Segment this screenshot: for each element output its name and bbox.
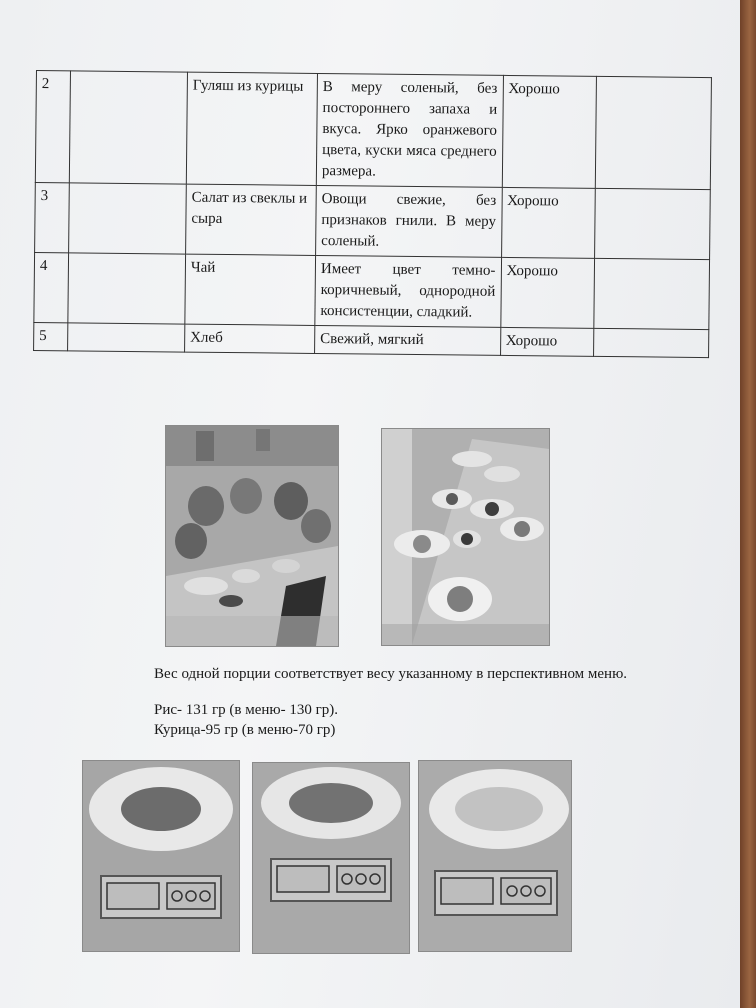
- desk-edge: [740, 0, 756, 1008]
- dish-description: Имеет цвет темно-коричневый, однородной консистенции, сладкий.: [315, 255, 501, 327]
- photo-scale-portion-1: [82, 760, 240, 952]
- empty-cell: [595, 188, 710, 259]
- portion-weight-paragraph: Вес одной порции соответствует весу указанному в перспективном меню.: [154, 666, 628, 682]
- dish-grade: Хорошо: [502, 75, 597, 188]
- table-row: [35, 71, 711, 190]
- empty-cell: [594, 328, 709, 357]
- table-row: [34, 252, 710, 329]
- table-row: [35, 182, 711, 259]
- dish-grade: Хорошо: [500, 257, 594, 328]
- row-number: 2: [35, 71, 70, 183]
- row-number: 4: [34, 252, 69, 322]
- photo-scale-portion-3: [418, 760, 572, 952]
- chicken-weight-line: Курица-95 гр (в меню-70 гр): [154, 722, 336, 738]
- dish-description: Овощи свежие, без признаков гнили. В меру соленый.: [316, 185, 502, 257]
- row-number: 5: [34, 322, 69, 350]
- empty-cell: [596, 76, 712, 189]
- table-row: [34, 322, 709, 357]
- menu-evaluation-table: [33, 70, 712, 358]
- row-number: 3: [35, 182, 70, 252]
- empty-cell: [68, 253, 185, 324]
- photo-scale-portion-2: [252, 762, 410, 954]
- photo-children-dining: [165, 425, 339, 647]
- dish-name: Чай: [185, 254, 316, 325]
- photo-plates-on-table: [381, 428, 550, 646]
- dish-grade: Хорошо: [501, 187, 595, 258]
- dish-description: Свежий, мягкий: [315, 325, 501, 355]
- empty-cell: [594, 258, 709, 329]
- dish-name: Хлеб: [184, 324, 314, 353]
- rice-weight-line: Рис- 131 гр (в меню- 130 гр).: [154, 702, 339, 718]
- empty-cell: [70, 71, 188, 184]
- dish-name: Салат из свеклы и сыра: [186, 184, 317, 255]
- dish-grade: Хорошо: [500, 327, 594, 356]
- empty-cell: [69, 183, 186, 254]
- dish-name: Гуляш из курицы: [186, 72, 317, 185]
- dish-description: В меру соленый, без постороннего запаха и вкуса. Ярко оранжевого цвета, куски мяса среднего размера.: [316, 73, 503, 187]
- empty-cell: [68, 323, 185, 352]
